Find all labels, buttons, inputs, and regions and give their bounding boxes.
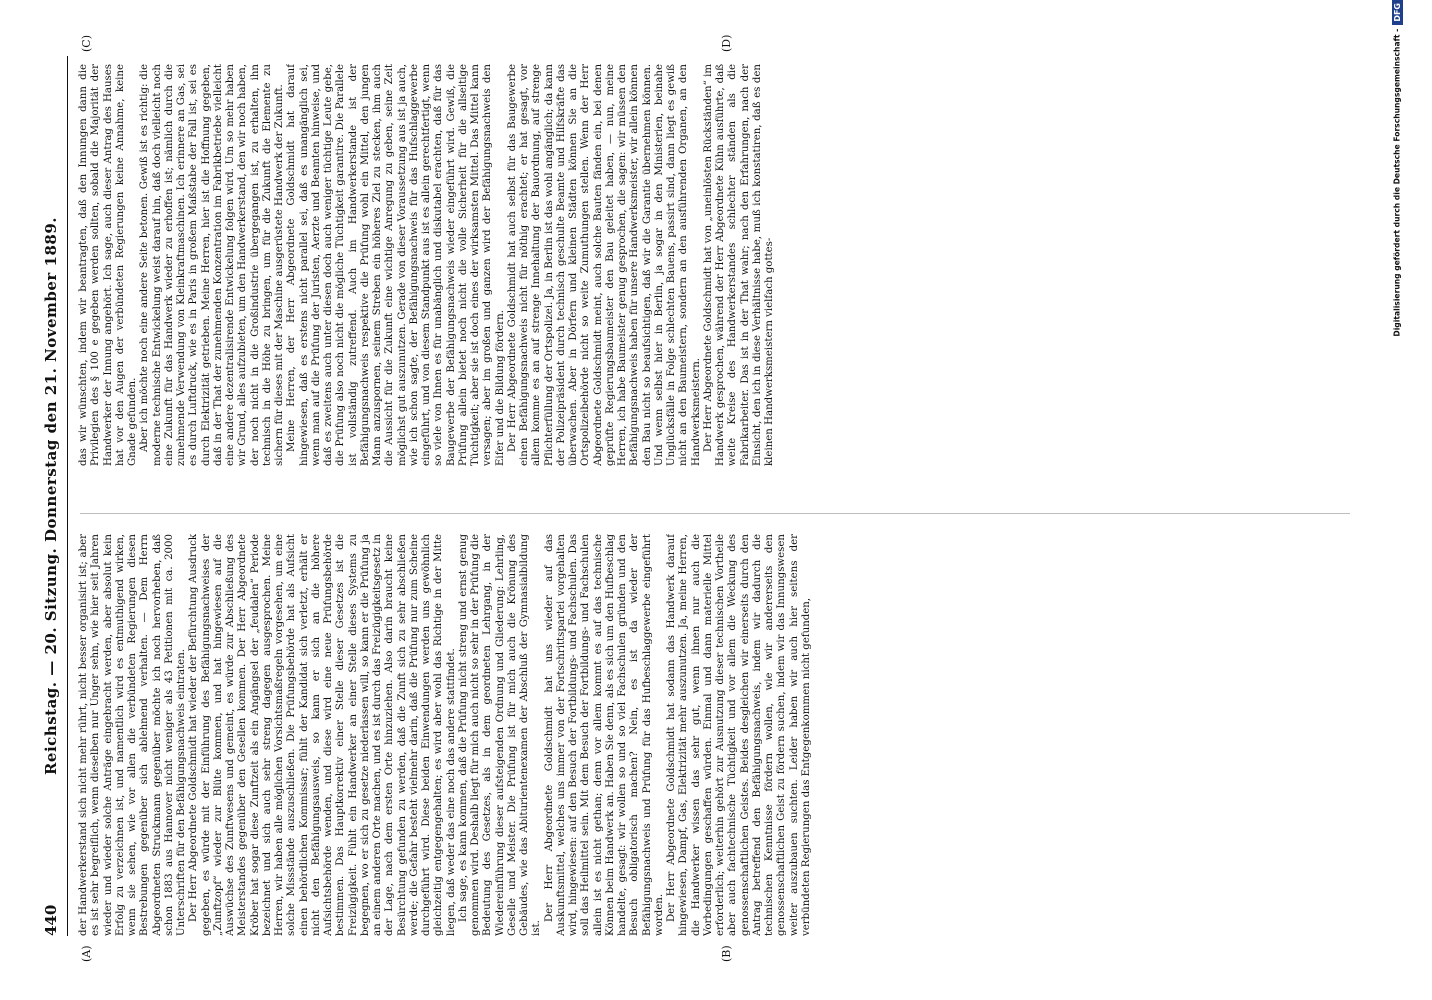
credit-text: Digitalisierung gefördert durch die Deutsche Forschungsgemeinschaft - <box>1392 28 1402 337</box>
paragraph: Ich sage, es kann kommen, daß die Prüfung nicht streng und ernst genug genommen wird. Deshalb liegt für mich auch nicht so sehr in der Prüfung die Bedeutung des Gesetzes, als in dem geordneten Lehrgang, in der Wiedereinführung dieser aufsteigenden Ordnung und Gliederung: Lehrling, Geselle und Meister. Die Prüfung ist für mich auch die Krönung des Gebäudes, wie das Abiturientenexamen der Abschluß der Gymnasialbildung ist. <box>457 534 543 936</box>
paragraph: Der Herr Abgeordnete Goldschmidt hat auch selbst für das Baugewerbe einen Befähigungsnachweis nicht für nöthig erachtet; er hat gesagt, vor allem komme es an auf strenge Innehaltung der Bauordnung, auf strenge Pflichterfüllung der Ortspolizei. Ja, in Berlin ist das wohl angänglich; da kann der Polizeipräsident durch technisch geschulte Beamte und Hilfskräfte das überwachen. Aber in Dörfern und kleinen Städten können Sie an die Ortspolizeibehörde nicht so weite Zumuthungen stellen. Wenn der Herr Abgeordnete Goldschmidt meint, auch solche Bauten fänden ein, bei denen geprüfte Regierungsbaumeister den Bau geleitet haben, — nun, meine Herren, ich habe Baumeister genug gesprochen, die sagen: wir müssen den Befähigungsnachweis haben für unsere Handwerksmeister, wir allein können den Bau nicht so beaufsichtigen, daß wir die Garantie übernehmen können. Und wenn selbst hier in Berlin, ja sogar in den Ministerien, beinahe Unglücksfälle in Folge schlechten Bauens, passirt sind, dann liegt es gewiß nicht an den Baumeistern, sondern an den ausführenden Organen, an den Handwerksmeistern. <box>506 64 702 466</box>
digitization-credit <box>1392 0 1416 380</box>
header-rule <box>67 56 68 936</box>
paragraph: Meine Herren, der Herr Abgeordnete Goldschmidt hat darauf hingewiesen, daß es erstens nicht parallel sei, daß es unangänglich sei, wenn man auf die Prüfung der Juristen, Aerzte und Beamten hinweise, und daß es zweitens auch unter diesen doch auch weniger tüchtige Leute gebe, die Prüfung also noch nicht die mögliche Tüchtigkeit garantire. Die Parallele ist vollständig zutreffend. Auch im Handwerkerstande ist der Befähigungsnachweis respektive die Prüfung wohl ein Mittel, den jungen Mann anzuspornen, seinem Streben ein höheres Ziel zu stecken, ihm auch die Aussicht für die Zukunft eine wichtige Anregung zu geben, seine Zeit möglichst gut auszunutzen. Gerade von dieser Voraussetzung aus ist ja auch, wie ich schon sagte, der Befähigungsnachweis für das Hufschlaggewerbe eingeführt, und von diesem Standpunkt aus ist es allein gerechtfertigt, wenn so viele von Ihnen es für unabänglich und diskutabel erachten, daß für das Baugewerbe der Befähigungsnachweis wieder eingeführt wird. Gewiß, die Prüfung allein bietet noch nicht die volle Sicherheit für die allseitige Tüchtigkeit; aber sie ist doch eines der wirksamsten Mittel. Das Mittel kann versagen; aber im großen und ganzen wird der Befähigungsnachweis den Eifer und die Bildung fördern. <box>286 64 506 466</box>
paragraph: Der Herr Abgeordnete Goldschmidt hat uns wieder auf das Auskunftsmittel, welches uns immer von der Fortschrittspartei vorgehalten wird, hingewiesen: auf den Besuch der Fortbildungs- und Fachschulen. Das soll das Heilmittel sein. Mit dem Besuch der Fortbildungs- und Fachschulen allein ist es nicht gethan; denn vor allem kommt es auf das technische Können beim Handwerk an. Haben Sie denn, als es sich um den Hufbeschlag handelte, gesagt: wir wollen so und so viel Fachschulen gründen und den Besuch obligatorisch machen? Nein, es ist da wieder der Befähigungsnachweis und Prüfung für das Hufbeschlaggewerbe eingeführt worden. <box>543 534 665 936</box>
paragraph: Der Herr Abgeordnete Goldschmidt hat sodann das Handwerk darauf hingewiesen, Dampf, Gas, Elektrizität mehr auszunutzen. Ja, meine Herren, die Handwerker wissen das sehr gut, wenn ihnen nur auch die Vorbedingungen geschaffen würden. Einmal und dann materielle Mittel erforderlich; weiterhin gehört zur Ausnutzung dieser technischen Vortheile aber auch fachtechnische Tüchtigkeit und vor allem die Weckung des genossenschaftlichen Geistes. Beides desgleichen wir einerseits durch den Antrag betreffend den Befähigungsnachweis, indem wir dadurch die technischen Kenntnisse fördern wollen, wie wir andererseits den genossenschaftlichen Geist zu fördern suchen, indem wir das Innungswesen weiter auszubauen suchten. Leider haben wir auch hier seitens der verbündeten Regierungen das Entgegenkommen nicht gefunden, <box>666 534 812 936</box>
paragraph: Der Herr Abgeordnete Goldschmidt hat wieder der Befürchtung Ausdruck gegeben, es würde mit der Einführung des Befähigungsnachweises der „Zunftzopf“ wieder zur Blüte kommen, und hat hingewiesen auf die Auswüchse des Zunftwesens und gemeint, es würde zur Abschließung des Meisterstandes gegenüber den Gesellen kommen. Der Herr Abgeordnete Kröber hat sogar diese Zunftzeit als ein Angängsel der „feudalen“ Periode bezeichnet und sich auch sehr streng dagegen ausgesprochen. Meine Herren, wir haben alle möglichen Vorsichtsmaßregeln vorgesehen, um eine solche Missstände auszuschließen. Die Prüfungsbehörde hat als Aufsicht einen behördlichen Kommissar; fühlt der Kandidat sich verletzt, erhält er nicht den Befähigungsausweis, so kann er sich an die höhere Aufsichtsbehörde wenden, und diese wird eine neue Prüfungsbehörde bestimmen. Das Hauptkorrektiv einer Stelle dieser Gesetzes ist die Freizügigkeit. Fühlt ein Handwerker an einer Stelle dieses Systems zu begegnen, wo er sich zu gesetze niederlassen will, so kann er die Prüfung ja an einem anderen Orte machen, und es ist durch das Freizügigkeitsgesetz in der Lage, nach dem ersten Orte hinzuziehen. Also darin braucht keine Besürchtung gefunden zu werden, daß die Zunft sich zu sehr abschließen werde; die Gefahr besteht vielmehr darin, daß die Prüfung nur zum Scheine durchgeführt wird. Diese beiden Einwendungen werden uns gewöhnlich gleichzeitig entgegengehalten; es wird aber wohl das Richtige in der Mitte liegen, daß weder das eine noch das andere stattfindet. <box>188 534 457 936</box>
page-number: 440 <box>42 904 60 936</box>
right-text-column <box>78 64 1356 466</box>
paragraph: Aber ich möchte noch eine andere Seite betonen. Gewiß ist es richtig: die moderne technische Entwickelung weist darauf hin, daß doch vielleicht noch eine Zukunft für das Handwerk wieder zu erhoffen ist; nämlich durch die zunehmende Verwendung von Kleinkraftmaschinen. Ich erinnere an Gas, sei es durch Luftdruck, wie es in Paris in großem Maßstabe der Fall ist, sei es durch Elektrizität getrieben. Meine Herren, hier ist die Hoffnung gegeben, daß in der That der zunehmenden Konzentration im Fabrikbetriebe vielleicht eine andere dezentralisirende Entwickelung folgen wird. Um so mehr haben wir Grund, alles aufzubieten, um den Handwerkerstand, den wir noch haben, der noch nicht in die Großindustrie übergegangen ist, zu erhalten, ihn technisch in die Höhe zu bringen, um für die Zukunft die Elemente zu sichern für dieses mit der Maschine ausgerüstete Handwerk der Zukunft. <box>139 64 285 466</box>
paragraph: Der Herr Abgeordnete Goldschmidt hat von „uneinlösten Rückständen“ im Handwerk gesprochen, während der Herr Abgeordnete Kühn ausführte, daß weite Kreise des Handwerkerstandes schlechter ständen als die Fabrikarbeiter. Das ist in der That wahr; nach den Erfahrungen, nach der Einsicht, den ich in diese Verhältnisse habe, muß ich konstatiren, daß es den kleinen Handwerksmeistern vielfach gottes- <box>702 64 775 466</box>
running-title: Reichstag. — 20. Sitzung. Donnerstag den 21. November 1889. <box>42 216 60 776</box>
left-text-column <box>78 534 1356 936</box>
section-marker-b: (B) <box>720 945 733 962</box>
paragraph: der Handwerkerstand sich nicht mehr rührt, nicht besser organisirt ist; aber es ist sehr begreiflich, wenn dieselben nur Unger sehn, wie hier seit Jahren wieder und wieder solche Anträge eingebracht werden, aber absolut kein Erfolg zu verzeichnen ist, und namentlich wird es entmuthigend wirken, wenn sie sehen, wie vor allen die verbündeten Regierungen diesen Bestrebungen gegenüber sich ablehnend verhalten. — Dem Herrn Abgeordneten Struckmann gegenüber möchte ich noch hervorheben, daß schon 1883 aus Hannover nicht weniger als 43 Petitionen mit ca. 2000 Unterschriften für den Befähigungsnachweis eintraten. <box>78 534 187 936</box>
section-marker-d: (D) <box>720 34 733 52</box>
column-divider <box>80 513 1350 514</box>
paragraph: das wir wünschten, indem wir beantragten, daß den Innungen dann die Privilegien des § 100 e gegeben werden sollten, sobald die Majorität der Handwerker der Innung angehört. Ich sage, auch dieser Antrag des Hauses hat vor den Augen der verbündeten Regierungen keine Annahme, keine Gnade gefunden. <box>78 64 138 466</box>
dfg-logo: DFG <box>1392 0 1403 25</box>
section-marker-c: (C) <box>80 35 93 52</box>
page-header <box>40 56 66 936</box>
section-marker-a: (A) <box>80 945 93 962</box>
